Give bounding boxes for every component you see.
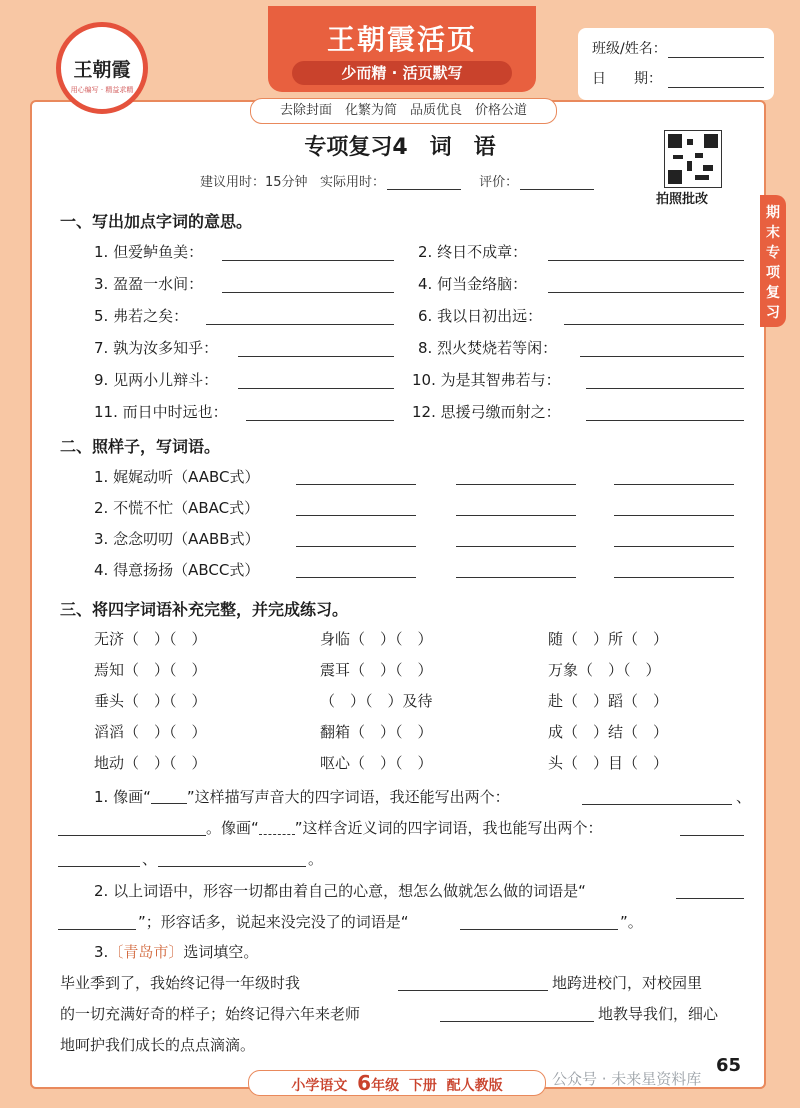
date-blank[interactable]	[668, 87, 764, 88]
name-box	[578, 28, 774, 100]
q3-p1b: 地跨进校门，对校园里	[552, 974, 703, 992]
q1-blank-sample-wave	[259, 822, 295, 835]
q1-comma-2: 、	[142, 850, 158, 868]
s3-word: 头（ ）目（ ）	[548, 754, 669, 772]
s1-item-9: 9. 见两小儿辩斗：	[94, 371, 219, 389]
section1-heading: 一、写出加点字词的意思。	[60, 212, 253, 231]
s3-word: （ ）（ ）及待	[320, 692, 433, 710]
s2-blank[interactable]	[456, 515, 576, 516]
class-name-row[interactable]	[592, 38, 764, 60]
brand-subtitle: 少而精 · 活页默写	[292, 61, 512, 85]
s3-word: 地动（ ）（ ）	[94, 754, 207, 772]
q1-end: 。	[308, 850, 324, 868]
q1-blank-1[interactable]	[582, 804, 732, 805]
brand-logo	[56, 22, 148, 114]
s2-blank[interactable]	[614, 577, 734, 578]
q2-end: ”。	[620, 913, 643, 931]
s2-blank[interactable]	[456, 546, 576, 547]
q2-text-2: ”；形容话多，说起来没完没了的词语是“	[138, 913, 409, 931]
section2-heading: 二、照样子，写词语。	[60, 437, 221, 456]
s2-item-3: 3. 念念叨叨（AABB式）	[94, 530, 260, 548]
class-name-label: 班级/姓名：	[592, 41, 667, 57]
s1-blank-5[interactable]	[206, 324, 394, 325]
q2-blank-1[interactable]	[676, 898, 744, 899]
s1-item-7: 7. 孰为汝多知乎：	[94, 339, 219, 357]
brand-title: 王朝霞活页	[326, 23, 477, 56]
q3-source-tag: 〔青岛市〕	[108, 943, 184, 961]
s3-word: 垂头（ ）（ ）	[94, 692, 207, 710]
s1-item-8: 8. 烈火焚烧若等闲：	[418, 339, 558, 357]
footer-subject: 小学语文	[291, 1078, 348, 1094]
s2-blank[interactable]	[296, 577, 416, 578]
s2-item-1: 1. 娓娓动听（AABC式）	[94, 468, 260, 486]
s2-blank[interactable]	[614, 546, 734, 547]
s1-item-6: 6. 我以日初出远：	[418, 307, 543, 325]
s1-item-11: 11. 而日中时远也：	[94, 403, 228, 421]
s2-item-2: 2. 不慌不忙（ABAC式）	[94, 499, 260, 517]
q3-p2a: 的一切充满好奇的样子；始终记得六年来老师	[60, 1005, 361, 1023]
page-title: 专项复习4 词 语	[304, 135, 496, 160]
q3-blank-2[interactable]	[440, 1021, 594, 1022]
q3-p3: 地呵护我们成长的点点滴滴。	[60, 1036, 256, 1054]
s2-blank[interactable]	[296, 515, 416, 516]
s3-word: 焉知（ ）（ ）	[94, 661, 207, 679]
s2-blank[interactable]	[456, 577, 576, 578]
s1-item-12: 12. 思援弓缴而射之：	[412, 403, 561, 421]
s2-blank[interactable]	[614, 484, 734, 485]
s1-blank-10[interactable]	[586, 388, 744, 389]
s2-blank[interactable]	[614, 515, 734, 516]
slogan: 去除封面 化繁为简 品质优良 价格公道	[250, 98, 557, 124]
suggested-time: 建议用时：15分钟	[200, 175, 308, 190]
qr-label: 拍照批改	[656, 192, 709, 207]
s2-blank[interactable]	[296, 546, 416, 547]
s2-item-4: 4. 得意扬扬（ABCC式）	[94, 561, 260, 579]
class-name-blank[interactable]	[668, 57, 764, 58]
q1-text-line1: 1. 像画“ ”这样描写声音大的四字词语，我还能写出两个：	[94, 788, 510, 806]
footer-grade: 6	[357, 1071, 372, 1095]
q1-blank-3[interactable]	[680, 835, 744, 836]
footer-bar	[248, 1070, 546, 1096]
q2-blank-2[interactable]	[460, 929, 618, 930]
s1-item-1: 1. 但爱鲈鱼美：	[94, 243, 204, 261]
q1-blank-5[interactable]	[158, 866, 306, 867]
s1-blank-1[interactable]	[222, 260, 394, 261]
s1-blank-3[interactable]	[222, 292, 394, 293]
s1-blank-6[interactable]	[564, 324, 744, 325]
q1-blank-sample	[151, 791, 187, 804]
footer-grade-suffix: 年级	[371, 1078, 400, 1094]
actual-time-label: 实际用时：	[319, 175, 385, 190]
s3-word: 呕心（ ）（ ）	[320, 754, 433, 772]
q2-text: 2. 以上词语中，形容一切都由着自己的心意，想怎么做就怎么做的词语是“	[94, 882, 586, 900]
s1-blank-2[interactable]	[548, 260, 744, 261]
s1-item-3: 3. 盈盈一水间：	[94, 275, 204, 293]
s3-word: 无济（ ）（ ）	[94, 630, 207, 648]
brand-banner	[268, 6, 536, 92]
evaluation-label: 评价：	[479, 175, 519, 190]
q2-blank-1b[interactable]	[58, 929, 136, 930]
s3-word: 滔滔（ ）（ ）	[94, 723, 207, 741]
s3-word: 震耳（ ）（ ）	[320, 661, 433, 679]
s1-item-4: 4. 何当金络脑：	[418, 275, 528, 293]
s3-word: 万象（ ）（ ）	[548, 661, 661, 679]
s3-word: 随（ ）所（ ）	[548, 630, 669, 648]
footer-edition: 配人教版	[446, 1078, 503, 1094]
q1-comma: 、	[736, 788, 752, 806]
s2-blank[interactable]	[456, 484, 576, 485]
page-number: 65	[716, 1055, 742, 1076]
s3-word: 翻箱（ ）（ ）	[320, 723, 433, 741]
s2-blank[interactable]	[296, 484, 416, 485]
section3-heading: 三、将四字词语补充完整，并完成练习。	[60, 600, 349, 619]
date-label: 日 期：	[592, 71, 662, 87]
logo-text: 王朝霞	[73, 59, 131, 81]
q3-p2b: 地教导我们，细心	[598, 1005, 719, 1023]
q3-p1a: 毕业季到了，我始终记得一年级时我	[60, 974, 301, 992]
q1-blank-4[interactable]	[58, 866, 140, 867]
logo-subtext: 用心编写 · 精益求精	[70, 86, 134, 94]
s1-item-5: 5. 弗若之矣：	[94, 307, 189, 325]
q1-text-line2: 。像画“ ”这样含近义词的四字词语，我也能写出两个：	[206, 819, 603, 837]
s1-blank-4[interactable]	[548, 292, 744, 293]
q3-blank-1[interactable]	[398, 990, 548, 991]
side-tab: 期末专项复习	[760, 195, 786, 327]
qr-code[interactable]	[664, 130, 722, 188]
q3-text: 3.〔青岛市〕选词填空。	[94, 943, 259, 961]
s1-blank-11[interactable]	[246, 420, 394, 421]
time-meta	[200, 171, 608, 190]
s3-word: 赴（ ）蹈（ ）	[548, 692, 669, 710]
watermark: 公众号 · 未来星资料库	[552, 1070, 702, 1088]
s1-blank-7[interactable]	[238, 356, 394, 357]
s3-word: 成（ ）结（ ）	[548, 723, 669, 741]
s1-blank-9[interactable]	[238, 388, 394, 389]
s1-blank-8[interactable]	[580, 356, 744, 357]
actual-time-blank[interactable]	[387, 175, 461, 190]
s1-item-10: 10. 为是其智弗若与：	[412, 371, 561, 389]
q1-blank-2[interactable]	[58, 835, 206, 836]
s3-word: 身临（ ）（ ）	[320, 630, 433, 648]
s1-blank-12[interactable]	[586, 420, 744, 421]
footer-volume: 下册	[408, 1078, 437, 1094]
date-row[interactable]	[592, 68, 764, 90]
evaluation-blank[interactable]	[520, 175, 594, 190]
s1-item-2: 2. 终日不成章：	[418, 243, 528, 261]
